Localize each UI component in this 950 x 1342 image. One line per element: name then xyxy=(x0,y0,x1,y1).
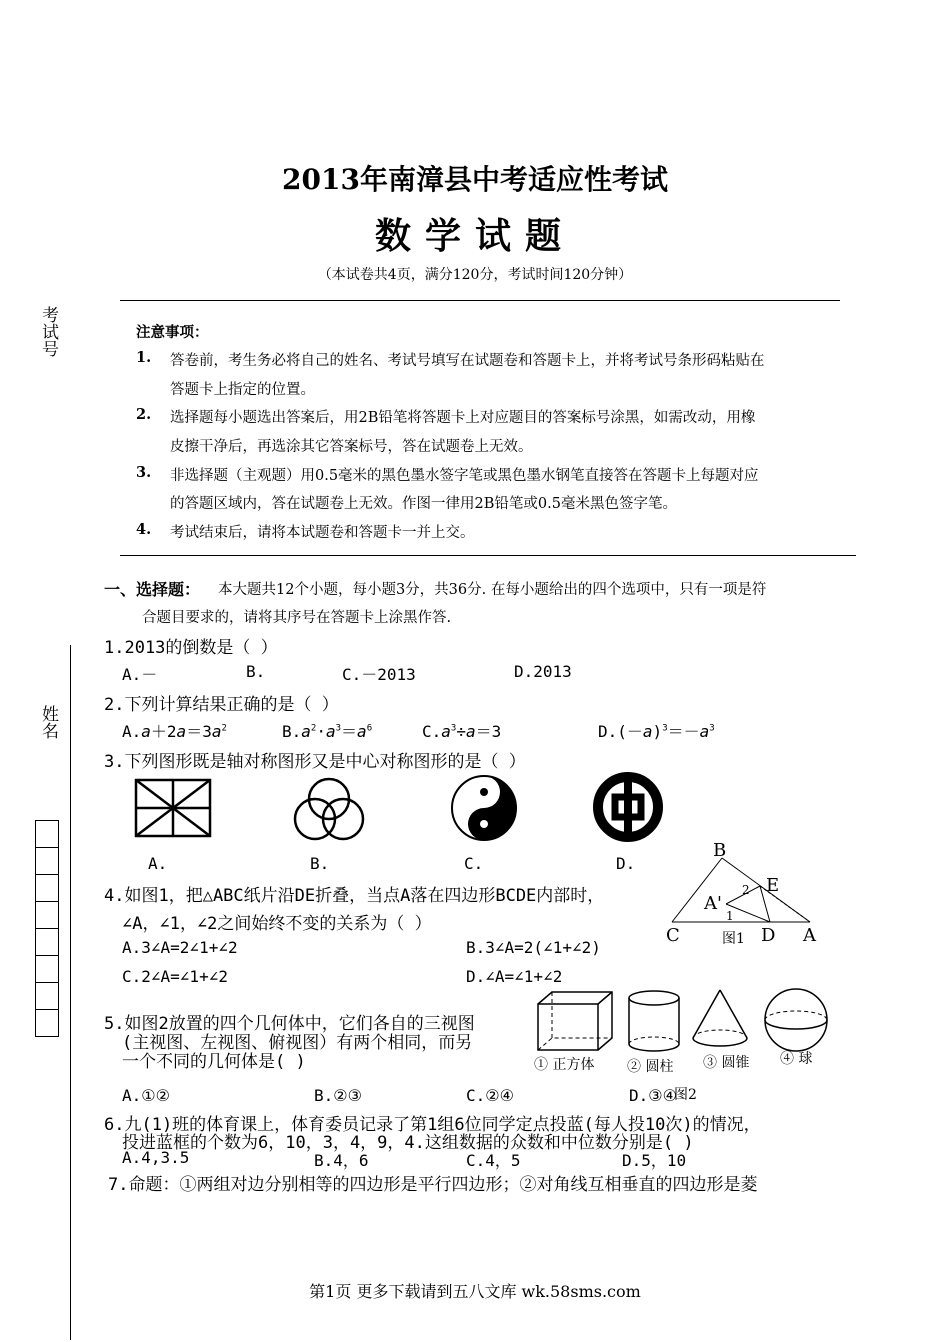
top-divider xyxy=(120,300,840,301)
note-number: 4. xyxy=(136,521,152,538)
q4-option-b: B.3∠A=2(∠1+∠2) xyxy=(466,938,601,957)
q3-option-b: B. xyxy=(310,854,330,873)
section-description-cont: 合题目要求的，请将其序号在答题卡上涂黑作答. xyxy=(142,610,452,626)
notes-heading: 注意事项： xyxy=(136,324,209,341)
q5-option-b: B.②③ xyxy=(314,1086,362,1105)
q2-option-d: $D.(-a)^3=-a^3$ xyxy=(598,722,715,741)
note-line: 的答题区域内，答在试题卷上无效。作图一律用2B铅笔或0.5毫米黑色签字笔。 xyxy=(170,496,677,512)
section-heading: 一、选择题： xyxy=(104,580,201,599)
fig1-caption: 图1 xyxy=(722,931,745,947)
fig2-label-cone: ③ 圆锥 xyxy=(703,1055,750,1071)
q5-option-c: C.②④ xyxy=(466,1086,514,1105)
pinwheel-figure xyxy=(130,775,216,841)
fig1-label-c: C xyxy=(666,925,680,946)
fig1-label-d: D xyxy=(761,925,776,946)
q6-stem: 6.九(1)班的体育课上，体育委员记录了第1组6位同学定点投蓝(每人投10次)的情况， xyxy=(104,1115,761,1135)
yin-yang-figure xyxy=(444,773,524,843)
q1-option-a: A.－ xyxy=(122,665,158,684)
exam-title: 2013年南漳县中考适应性考试 xyxy=(282,163,668,196)
exam-number-label: 考试号 xyxy=(38,306,58,357)
q1-option-d: D.2013 xyxy=(514,662,572,681)
exam-info: （本试卷共4页，满分120分，考试时间120分钟） xyxy=(317,267,633,283)
fig2-caption: 图2 xyxy=(674,1087,697,1103)
note-line: 非选择题（主观题）用0.5毫米的黑色墨水签字笔或黑色墨水钢笔直接答在答题卡上每题对应 xyxy=(170,468,759,484)
q5-option-d: D.③④ xyxy=(629,1086,677,1105)
trefoil-figure xyxy=(287,773,371,843)
q7-stem: 7.命题：①两组对边分别相等的四边形是平行四边形；②对角线互相垂直的四边形是菱 xyxy=(108,1175,758,1195)
margin-binding-line xyxy=(70,645,71,1340)
q4-option-c: C.2∠A=∠1+∠2 xyxy=(122,967,228,986)
name-label: 姓名 xyxy=(38,705,58,739)
q3-stem: 3.下列图形既是轴对称图形又是中心对称图形的是（ ） xyxy=(104,752,526,772)
fig2-label-cube: ① 正方体 xyxy=(534,1057,595,1073)
note-line: 答卷前，考生务必将自己的姓名、考试号填写在试题卷和答题卡上，并将考试号条形码粘贴在 xyxy=(170,353,765,369)
q6-option-a: A.4,3.5 xyxy=(122,1148,190,1167)
q6-option-b: B.4，6 xyxy=(314,1151,369,1170)
q2-option-b: $B.a^2\cdot a^3=a^6$ xyxy=(282,722,373,741)
q6-stem-cont: 投进蓝框的个数为6，10，3，4，9，4.这组数据的众数和中位数分别是( ) xyxy=(122,1133,694,1153)
fig1-angle-1: 1 xyxy=(726,909,734,923)
q6-option-c: C.4，5 xyxy=(466,1151,521,1170)
page-footer: 第1页 更多下载请到五八文库 wk.58sms.com xyxy=(309,1282,641,1301)
note-line: 考试结束后，请将本试题卷和答题卡一并上交。 xyxy=(170,525,475,541)
q4-option-d: D.∠A=∠1+∠2 xyxy=(466,967,563,986)
q3-option-a: A. xyxy=(148,854,168,873)
seat-number-boxes xyxy=(35,820,59,1037)
q4-stem-cont: ∠A，∠1，∠2之间始终不变的关系为（ ） xyxy=(122,914,432,934)
note-number: 3. xyxy=(136,464,152,481)
note-line: 皮擦干净后，再选涂其它答案标号，答在试题卷上无效。 xyxy=(170,439,533,455)
subject-title: 数学试题 xyxy=(374,215,575,257)
q1-stem: 1.2013的倒数是（ ） xyxy=(104,638,278,658)
q4-option-a: A.3∠A=2∠1+∠2 xyxy=(122,938,238,957)
q5-option-a: A.①② xyxy=(122,1086,170,1105)
note-line: 选择题每小题选出答案后，用2B铅笔将答题卡上对应题目的答案标号涂黑，如需改动，用橡 xyxy=(170,410,756,426)
q3-option-d: D. xyxy=(616,854,636,873)
fig2-label-sphere: ④ 球 xyxy=(780,1051,813,1067)
section-description: 本大题共12个小题，每小题3分，共36分. 在每小题给出的四个选项中，只有一项是符 xyxy=(218,582,767,598)
q5-stem-cont: (主视图、左视图、俯视图）有两个相同，而另 xyxy=(122,1033,473,1053)
fig1-angle-2: 2 xyxy=(742,883,750,897)
fig2-label-cylinder: ② 圆柱 xyxy=(627,1059,674,1075)
figure2-solids xyxy=(530,988,840,1054)
fig1-label-a: A xyxy=(803,925,816,946)
note-number: 2. xyxy=(136,406,152,423)
fig1-label-b: B xyxy=(713,840,727,861)
q1-option-b: B. xyxy=(246,662,266,681)
q3-option-c: C. xyxy=(464,854,484,873)
q2-option-a: $A.a+2a=3a^2$ xyxy=(122,722,227,741)
q2-stem: 2.下列计算结果正确的是（ ） xyxy=(104,695,339,715)
q5-stem: 5.如图2放置的四个几何体中，它们各自的三视图 xyxy=(104,1014,475,1034)
q5-stem-cont2: 一个不同的几何体是( ) xyxy=(122,1052,306,1072)
note-number: 1. xyxy=(136,349,152,366)
q6-option-d: D.5，10 xyxy=(622,1151,687,1170)
note-line: 答题卡上指定的位置。 xyxy=(170,382,315,398)
bank-logo-figure xyxy=(592,771,664,843)
q4-stem: 4.如图1，把△ABC纸片沿DE折叠，当点A落在四边形BCDE内部时， xyxy=(104,886,605,906)
fig1-label-a-prime: A' xyxy=(704,893,722,914)
q2-option-c: $C.a^3\div a=3$ xyxy=(422,722,502,741)
q1-option-c: C.－2013 xyxy=(342,665,416,684)
notes-bottom-divider xyxy=(120,555,856,556)
fig1-label-e: E xyxy=(766,875,780,896)
